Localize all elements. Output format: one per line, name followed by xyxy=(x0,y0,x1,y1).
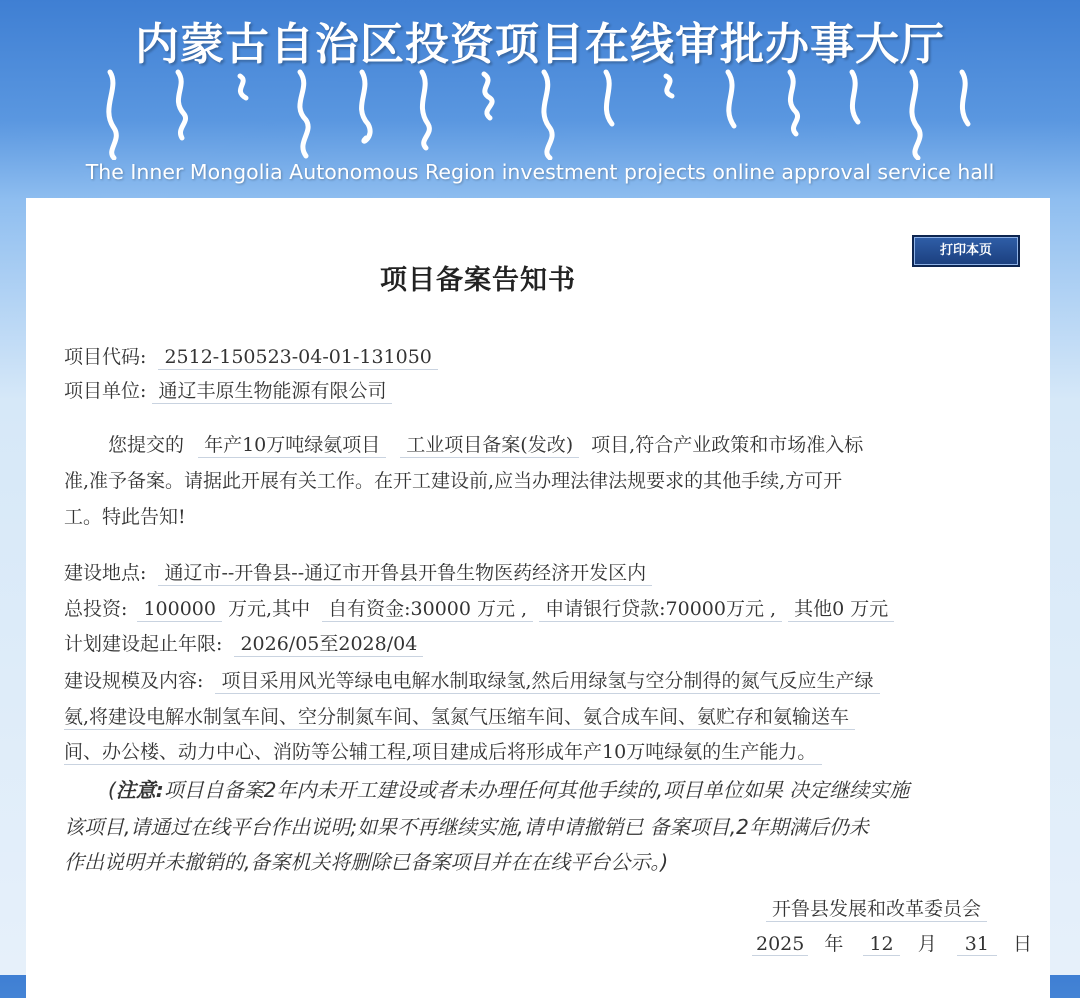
scale-label: 建设规模及内容: xyxy=(64,670,204,692)
intro-line-2: 准,准予备案。请据此开展有关工作。在开工建设前,应当办理法律法规要求的其他手续,方可开 xyxy=(64,470,843,492)
period-value: 2026/05至2028/04 xyxy=(234,633,423,657)
date-row xyxy=(752,931,1032,957)
notice-document xyxy=(26,198,1050,998)
period-label: 计划建设起止年限: xyxy=(64,633,223,655)
note-line-2: 该项目,请通过在线平台作出说明;如果不再继续实施,请申请撤销已 备案项目,2年期满后仍未 xyxy=(64,815,869,839)
date-month-unit: 月 xyxy=(917,933,937,955)
issuer-name: 开鲁县发展和改革委员会 xyxy=(766,898,987,922)
location-value: 通辽市--开鲁县--通辽市开鲁县开鲁生物医药经济开发区内 xyxy=(158,562,652,586)
project-unit-row xyxy=(64,378,392,404)
project-unit-label: 项目单位: xyxy=(64,380,147,402)
document-title: 项目备案告知书 xyxy=(380,265,576,296)
project-name-value: 年产10万吨绿氨项目 xyxy=(198,434,386,458)
intro-prefix: 您提交的 xyxy=(108,434,185,456)
note-bold-label: 注意: xyxy=(115,778,164,802)
note-open: ( xyxy=(108,778,116,802)
project-code-label: 项目代码: xyxy=(64,346,147,368)
self-funds-value: 自有资金:30000 万元 , xyxy=(322,598,533,622)
other-funds-value: 其他0 万元 xyxy=(788,598,894,622)
note-line-1 xyxy=(108,772,1068,808)
date-year-value: 2025 xyxy=(752,933,808,956)
investment-row xyxy=(64,596,894,622)
issuer-row xyxy=(766,896,987,922)
investment-unit-mid: 万元,其中 xyxy=(228,598,311,620)
scale-row-3 xyxy=(64,739,822,765)
intro-line-3: 工。特此告知! xyxy=(64,506,186,528)
filing-type-value: 工业项目备案(发改) xyxy=(400,434,579,458)
intro-line1-suffix: 项目,符合产业政策和市场准入标 xyxy=(591,434,864,456)
scale-line-3: 间、办公楼、动力中心、消防等公辅工程,项目建成后将形成年产10万吨绿氨的生产能力。 xyxy=(64,741,822,765)
period-row xyxy=(64,631,423,657)
banner-title-en: The Inner Mongolia Autonomous Region investment projects online approval service hall xyxy=(85,160,995,184)
bank-loan-value: 申请银行贷款:70000万元 , xyxy=(539,598,782,622)
date-day-unit: 日 xyxy=(1013,933,1033,955)
note-line-3: 作出说明并未撤销的,备案机关将删除已备案项目并在在线平台公示。) xyxy=(64,850,669,874)
project-unit-value: 通辽丰原生物能源有限公司 xyxy=(152,380,392,404)
mongolian-script-logo xyxy=(100,68,980,160)
print-page-button[interactable]: 打印本页 xyxy=(912,235,1020,267)
date-year-unit: 年 xyxy=(824,933,844,955)
location-label: 建设地点: xyxy=(64,562,147,584)
note-text-1: 项目自备案2年内未开工建设或者未办理任何其他手续的,项目单位如果 决定继续实施 xyxy=(163,778,910,802)
scale-line-1: 项目采用风光等绿电电解水制取绿氢,然后用绿氢与空分制得的氮气反应生产绿 xyxy=(215,670,879,694)
scale-line-2: 氨,将建设电解水制氢车间、空分制氮车间、氢氮气压缩车间、氨合成车间、氨贮存和氨输送车 xyxy=(64,706,855,730)
investment-total-value: 100000 xyxy=(137,598,222,622)
date-month-value: 12 xyxy=(863,933,899,956)
header-banner xyxy=(0,0,1080,200)
project-code-value: 2512-150523-04-01-131050 xyxy=(158,346,437,370)
date-day-value: 31 xyxy=(957,933,997,956)
scale-row-2 xyxy=(64,704,855,730)
intro-line-1 xyxy=(108,432,863,458)
investment-label: 总投资: xyxy=(64,598,128,620)
project-code-row xyxy=(64,344,438,370)
banner-title-cn: 内蒙古自治区投资项目在线审批办事大厅 xyxy=(135,19,945,70)
location-row xyxy=(64,560,652,586)
scale-row-1 xyxy=(64,668,880,694)
